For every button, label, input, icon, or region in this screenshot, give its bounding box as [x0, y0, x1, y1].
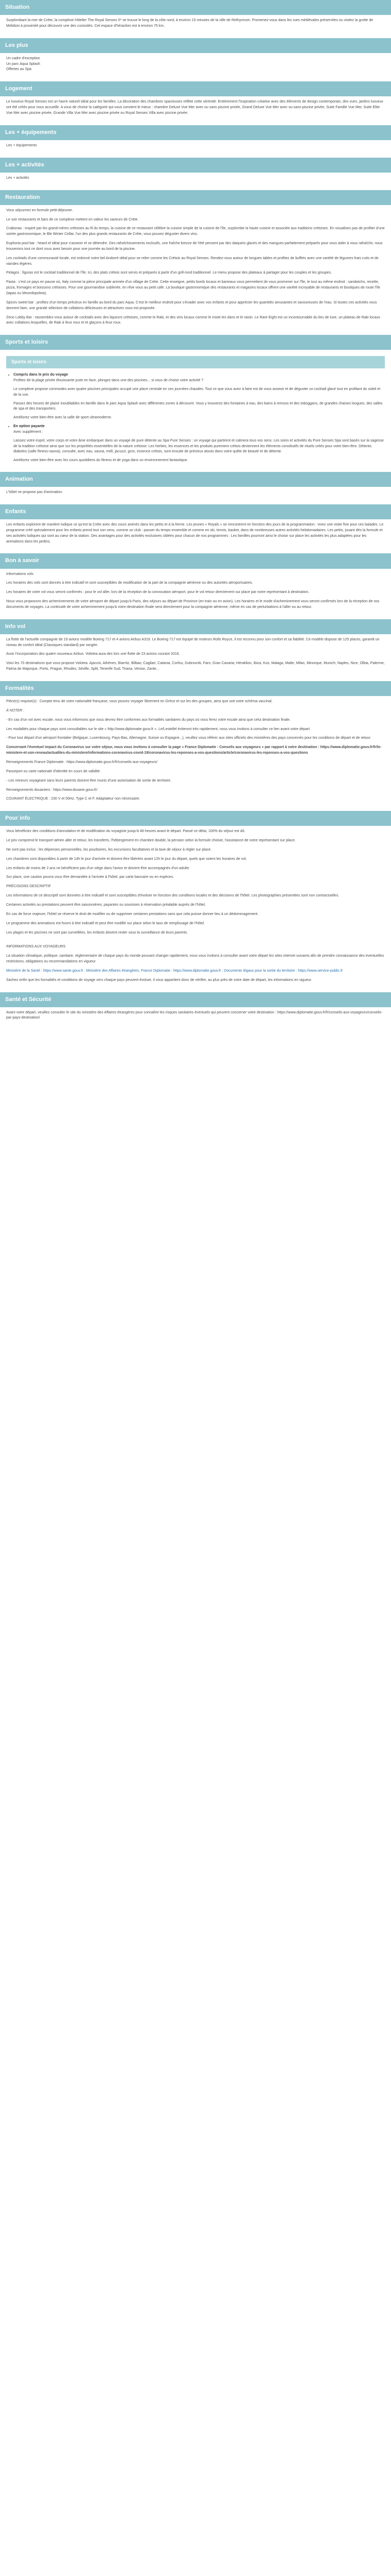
formalites-text: Passeport ou carte nationale d'identité en cours de validité.	[6, 769, 101, 773]
restauration-text: Euphoria pool bar : heard et idéal pour s'asseoir et se détendre. Des rafraîchissements exclusifs, une fraîche brezze de l'été pensent par des daiquiris glacés et des mangues parfaitement préparés pour vous aider à vous rafraîchir, nous trouverons tout ce dont vous avez besoin pour une journée au bord de la piscine.	[6, 242, 383, 251]
section-title-equipements: Les + équipements	[0, 125, 391, 140]
pour-info-text: Ne sont pas inclus : les dépenses personnelles, les pourboires, les excursions facultatives et la taxe de séjour à régler sur place.	[6, 848, 212, 852]
bullet-text: Profitez de la plage privée élouissante juste en face, plongez dans une des piscines... si vous de choisir votre activité ?	[13, 379, 204, 383]
list-item	[13, 438, 385, 455]
bon-savoir-text: Informations vols	[6, 572, 34, 576]
activites-line: Les + activités	[6, 176, 29, 180]
formalites-text: COURANT ÉLECTRIQUE : 230 V et 50Hz. Type C et F. Adaptateur non nécessaire.	[6, 797, 140, 801]
formalites-text: Les modalités pour chaque pays sont consultables sur le site « http://www.diplomatie.gouv.fr ». Le/Lestellel éviteront très rapidement, nous vous invitons à consulter ce lien avant votre départ.	[6, 727, 311, 731]
section-logement	[0, 81, 391, 125]
pour-info-heading: PRÉCISIONS DESCRIPTIF	[6, 885, 51, 889]
section-les-plus	[0, 38, 391, 82]
sante-text: Avant votre départ, veuillez consulter le site du ministère des Affaires étrangères pour connaître les risques sanitaires éventuels qui peuvent concerner votre destination : https://www.diplomatie.gouv.fr/fr/conseils-aux-voyageurs/conseils-par-pays-destination/	[6, 1010, 383, 1020]
section-title-restauration: Restauration	[0, 190, 391, 205]
bullet-text: Améliorez votre bien-être avec les cours quotidiens du fitness et de yoga dans un environnement fantastique.	[13, 459, 188, 463]
section-title-logement: Logement	[0, 81, 391, 96]
formalites-text: - Les mineurs voyageant sans leurs parents doivent être munis d'une autorisation de sortie de territoire.	[6, 778, 172, 783]
section-title-formalites: Formalités	[0, 681, 391, 696]
pour-info-text: Les enfants de moins de 2 ans ne bénéficient pas d'un siège dans l'avion et doivent être accompagnés d'un adulte.	[6, 866, 190, 870]
pour-info-text: Le prix comprend le transport aérien aller et retour, les transferts, l'hébergement en chambre double, la pension selon la formule choisie, l'assistance de notre représentant sur place.	[6, 839, 296, 843]
section-title-situation: Situation	[0, 0, 391, 15]
pour-info-text: Les plages et les piscines ne sont pas surveillées, les enfants doivent rester sous la surveillance de leurs parents.	[6, 930, 188, 935]
section-pour-info	[0, 811, 391, 992]
section-title-activites: Les + activités	[0, 158, 391, 173]
section-activites	[0, 158, 391, 190]
bullet-label: En option payante	[13, 425, 45, 429]
restauration-text: Les cocktails d'une communauté locale, est ordonné notre bel Andorré idéal pour se relier comme les Crétois au Royal Senses. Rendez-vous autour de longues tables et profitez de buffets avec une variété de légumes frais cuits et de viandes légères.	[6, 256, 379, 266]
section-enfants	[0, 504, 391, 553]
list-item	[13, 387, 385, 398]
restauration-text: Vous séjournez en formule petit-déjeuner.	[6, 208, 73, 212]
pour-info-text: Le programme des animations est fourni à titre indicatif et peut être modifié sur place selon le taux de remplissage de l'hôtel.	[6, 921, 205, 925]
info-vol-text: La flotte de l'actuelle compagnie de 19 avions modèle Boeing 717 et 4 avions Airbus A319. Le Boeing 717 est équipé de moteurs Rolls Royce, il est reconnu pour son confort et sa fiabilité. Ce modèle dispose de 125 places, garantit un niveau de confort idéal (Classiques standard) par rangée.	[6, 637, 380, 647]
formalites-text: - En cas d'un vol avec escale, nous vous informons que vous devrez être conformes aux formalités sanitaires du pays où vous ferez votre escale ainsi que celui destination finale.	[6, 718, 291, 722]
section-title-sante: Santé et Sécurité	[0, 992, 391, 1007]
bullet-text: Le complexe propose commodes avec quatre piscines principales occupé une place centrale en ces journées chaudes. Tout ce que vous avez à faire est de vous asseoir et de déguster un cocktail glacé tout en profitant du soleil et de la vue.	[13, 387, 381, 397]
section-title-animation: Animation	[0, 472, 391, 487]
pour-info-text: Sachez enfin que les formalités et conditions de voyage vers chaque pays peuvent évoluer, il vous appartient donc de vérifier, au plus près de votre date de départ, les informations en vigueur.	[6, 978, 312, 982]
section-sante	[0, 992, 391, 1030]
plus-item: Offertes au Spa	[6, 67, 31, 72]
sports-sub-heading: Sports et loisirs	[6, 356, 385, 368]
pour-info-text: Les chambres sont disponibles à partir de 14h le jour d'arrivée et doivent être libérées avant 12h le jour du départ, quels que soient les horaires de vol.	[6, 857, 247, 861]
plus-item: Un cadre d'exception	[6, 56, 40, 60]
section-bon-a-savoir	[0, 553, 391, 619]
bullet-text: Avec supplément :	[13, 430, 43, 434]
restauration-text: Pelagos : figuras est le cocktail traditionnel de l'île. Ici, des plats crétois sont servis et préparés à partir d'un grill-rond traditionnel. Le menu propose des plateaux à partager pour les couples et les groupes.	[6, 271, 332, 275]
list-item	[13, 415, 385, 421]
list-item	[13, 372, 385, 384]
section-sports	[0, 335, 391, 472]
pour-info-heading: INFORMATIONS AUX VOYAGEURS	[6, 945, 66, 949]
restauration-text: Zeno Lobby Bar : rassemblez-vous autour de cocktails avec des liqueurs crétoises, comme le Raki, et des vins locaux comme le mixte les dans et le raisin. Le Rare Eight est un incontournable du lieu de luxe, un plateau de Raki locaux avec collations lesquelles, de Raki à feux roux et et glaçons à feux roux.	[6, 315, 380, 325]
plus-item: Un parc Aqua Splash	[6, 62, 40, 66]
section-title-les-plus: Les plus	[0, 38, 391, 53]
pour-info-text: Les informations de ce descriptif sont données à titre indicatif et sont susceptibles d'évoluer en fonction des conditions locales et des décisions de l'hôtel. Les photographies présentées sont non contractuelles.	[6, 894, 339, 898]
formalites-link[interactable]: Renseignements France Diplomatie : https://www.diplomatie.gouv.fr/fr/conseils-aux-voyageurs/	[6, 760, 158, 764]
situation-text: Surplombant la mer de Crète, la complexe hôtelier The Royal Senses 5* se trouve le long de la côte nord, à environ 15 minutes de la ville de Rethymnon. Promenez-vous dans les rues médiévales préservées ou visitez la grotte de Melidoni à proximité pour découvrir une des curiosités. Cet espace d'héraclion est à environ 75 km.	[6, 19, 373, 28]
formalites-text: - Pour tout départ d'un aéroport frontalier (Belgique, Luxembourg, Pays-Bas, Allemagne, Suisse ou Espagne...), veuillez vous référer aux sites officiels des ministères des pays concernés pour les conditions de départ et de retour.	[6, 736, 371, 740]
pour-info-text: Sur place, une caution pourra vous être demandée à l'arrivée à l'hôtel, par carte bancaire ou en espèces.	[6, 875, 174, 879]
section-restauration	[0, 190, 391, 335]
pour-info-text: Certaines activités ou prestations peuvent être saisonnières, payantes ou soumises à réservation préalable auprès de l'hôtel.	[6, 903, 206, 907]
section-title-info-vol: Info vol	[0, 619, 391, 634]
logement-text: Le luxueux Royal Senses est un havre naturel idéal pour les familles. La décoration des chambres spacieuses reflète cette sérénité. Entièrement l'inspiration créative avec des éléments de design contemporain, des vues, jardins luxueux ont été créés pour vous accueillir. A vous de choisir la catégorie qui vous convient le mieux : chambre Deluxe Vue Mer avec ou sans piscine privée, Grand Deluxe Vue Mer avec ou sans piscine privée, Suite Famille Vue Mer, Suite Elite Vue Mer avec piscine privée, Grande Villa Vue Mer avec piscine privée ou Royal Senses Villa avec piscine privée.	[6, 100, 383, 115]
bullet-text: Améliorez votre bien-être avec la salle de sport ultramoderne.	[13, 416, 112, 420]
list-item	[13, 401, 385, 413]
section-title-bon-a-savoir: Bon à savoir	[0, 553, 391, 568]
pour-info-text: Vous bénéficiez des conditions d'annulation et de modification du voyagiste jusqu'à 48 heures avant le départ. Passé ce délai, 100% du séjour est dû.	[6, 829, 246, 834]
section-title-enfants: Enfants	[0, 504, 391, 519]
info-vol-text: Avoir l'incorporation des quatre nouveaux Airbus. Voletea aura des lors une flotte de 23 avions courant 2016.	[6, 652, 180, 656]
restauration-text: Le soir restaurants et bars de ce complexe mettent en valeur les saveurs de Crète.	[6, 217, 139, 222]
restauration-text: Crabonas : inspiré par les grand-mères crétoises au fil du temps, la cuisine de ce restaurant célèbre la cuisine simple de la cuisine de l'île, surplombe la haute cuisine et associée aux traditions crétoises. En visualisez pas de profiter d'une soirée gastronomique, le Ble Winter Cellar, l'un des plus grands restaurants de Crète, vous pouvez déguster divers vins.	[6, 227, 385, 236]
pour-info-text: La situation climatique, politique, sanitaire, réglementaire de chaque pays du monde pouvant changer rapidement, nous vous invitons à consulter avant votre départ les sites internet suivants afin de prendre connaissance des éventuelles restrictions, obligations ou recommandations en vigueur.	[6, 954, 384, 964]
bullet-text: Laissez votre esprit, votre corps et votre âme embarquer dans un voyage de pure détente au Spa Pure Senses : un voyage qui partirent et calmera tous vos sens. Les soins et activités du Pure Senses Spa sont basés sur la sagesse de la tradition crétoise ainsi que sur les propriétés essentielles de la nature crétoise. Les herbes, les essences et les produits purement crétois deviennent les éléments constitutifs de rituels créés pour votre bien-être. Détente, diabolos (salle fitness-sauna), consulte, avec eau, sauna, méli, jacuzzi, gros, essence crétois, sont ensuite de précieux atouts dans votre quête de beauté et de détente.	[13, 438, 384, 454]
sports-list	[6, 372, 385, 464]
restauration-text: Spices sweet bar : profitez d'un temps précieux en famille au bord du parc Aqua. C'est le meilleur endroit pour s'évader avec vos enfants et pour apprécier les quantités amusantes et savoureuses de l'eau. Si toutes ces activités vous donnent faim, une grande sélection de collations délicieuses et attractives vous est proposée.	[6, 300, 377, 310]
formalites-link[interactable]: Renseignements douaniers : https://www.douane.gouv.fr/	[6, 788, 97, 792]
bullet-label: Compris dans le prix du voyage	[13, 373, 68, 377]
formalites-text: À NOTER :	[6, 708, 25, 713]
info-vol-text: Voici les 70 destinations que vous propose Volotea. Ajaccio, Athènes, Biarritz, Bilbao, Cagliari, Catania, Corfou, Dubrovnik, Faro, Gran Canaria, Héraklion, Ibiza, Kos, Malaga, Malte, Milan, Minorque, Munich, Naples, Nice, Olbia, Palerme, Palma de Majorque, Porto, Prague, Rhodes, Séville, Split, Tenerife Sud, Tirana, Venise, Zante...	[6, 662, 385, 671]
formalites-text: Pièce(s) requise(s) : Compte tenu de votre nationalité française, vous pouvez voyager librement en Grèce et sur les des groupes, ainsi que soit votre schéma vaccinal.	[6, 700, 273, 704]
list-item	[13, 424, 385, 435]
pour-info-links[interactable]: Ministère de la Santé : https://www.sante.gouv.fr ; Ministère des Affaires étrangères, France Diplomatie : https://www.diplomatie.gouv.fr ; Documents légaux pour la sortie du territoire : https://www.service-public.fr	[6, 969, 343, 973]
section-title-pour-info: Pour info	[0, 811, 391, 826]
pour-info-text: En cas de force majeure, l'hôtel se réserve le droit de modifier ou de supprimer certaines prestations sans que cela puisse donner lieu à un dédommagement.	[6, 912, 258, 916]
bon-savoir-text: Les horaires de votre vol vous seront confirmés : pour le vol aller, lors de la réception de la convocation aéroport, pour le vol retour directement sur place par notre représentant à destination.	[6, 590, 309, 595]
section-situation	[0, 0, 391, 38]
animation-text: L'hôtel ne propose pas d'animation.	[6, 490, 63, 495]
list-item	[13, 458, 385, 464]
section-info-vol	[0, 619, 391, 681]
section-formalites	[0, 681, 391, 811]
formalites-text: Concernant l'éventuel impact du Coronavirus sur votre séjour, nous vous invitons à consulter la page « France Diplomatie - Conseils aux voyageurs » par rapport à votre destination : https://www.diplomatie.gouv.fr/fr/le-ministere-et-son-reseau/actualites-du-ministere/informations-coronavirus-covid-19/coronavirus-les-reponses-a-vos-questions/article/coronavirus-les-reponses-a-vos-questions	[6, 745, 382, 755]
section-title-sports: Sports et loisirs	[0, 335, 391, 350]
equipements-line: Les + équipements	[6, 143, 37, 147]
enfants-text: Les enfants explorent de manière ludique ce qu'est la Crète avec des cours animés dans les petits et à la ferme. Les jeunes « Royals » se rencontrent en fonction des jours de la programmation : vivez une visite fine pour ces balades. Le programme créé spécialement pour les enfants prend tout son sens, comme un club : passer du temps ensemble et comme en ski, tennis, basket, dans de nombreuses autres activités hebdomadaires. Les petits, jouant dès la formule et ses activités ludiques qui sont au cœur de la station. Des avantages pour des activités exclusives ciblées pour chacun de nos programmes : Les familles pourront ainsi le choisir sur place les activités les plus adaptées pour les animations dans les jardins.	[6, 523, 384, 544]
bon-savoir-text: Nous vous proposons des acheminements de votre aéroport de départ jusqu'à Paris, des séjours au départ de Province (en train ou en avion). Les horaires et le mode d'acheminement vous seront confirmés lors de la réception de vos documents de voyages. La continuité de votre acheminement jusqu'à votre destination finale sera directement pour la compagnie aérienne, même en cas de perturbations à l'aller ou au retour.	[6, 600, 380, 609]
restauration-text: Pasta : c'est ce pays en pause où, Italy comme la pièce principale animée d'un village de Crète. Cette enseigne, petits bords locaux et barreaux vous permettent de vous promener sur l'île, le tout au même endroit : sandwichs, recette, pizza, fromages et boissons crétoises. Pour une gourmandise sublimée, en rêve vous au petit café. La boutique gastronomique des restaurants et magasins locaux offrent une variété incroyable de restaurants et boutiques de route l'île (tapas ou Mezedopoleia).	[6, 280, 380, 295]
bon-savoir-text: Les horaires des vols sont donnés à titre indicatif et sont susceptibles de modification de la part de la compagnie aérienne ou des autorités aéroportuaires.	[6, 581, 253, 585]
bullet-text: Passez des heures de plaisir inoubliables en famille dans le parc Aqua Splash avec différentes zones à découvrir. Vous y trouverez des fontaines à eau, des bains à remous et des toboggans, de grandes chaises longues, des salles de spa et des transporters.	[13, 401, 383, 411]
section-animation	[0, 472, 391, 504]
section-equipements	[0, 125, 391, 158]
